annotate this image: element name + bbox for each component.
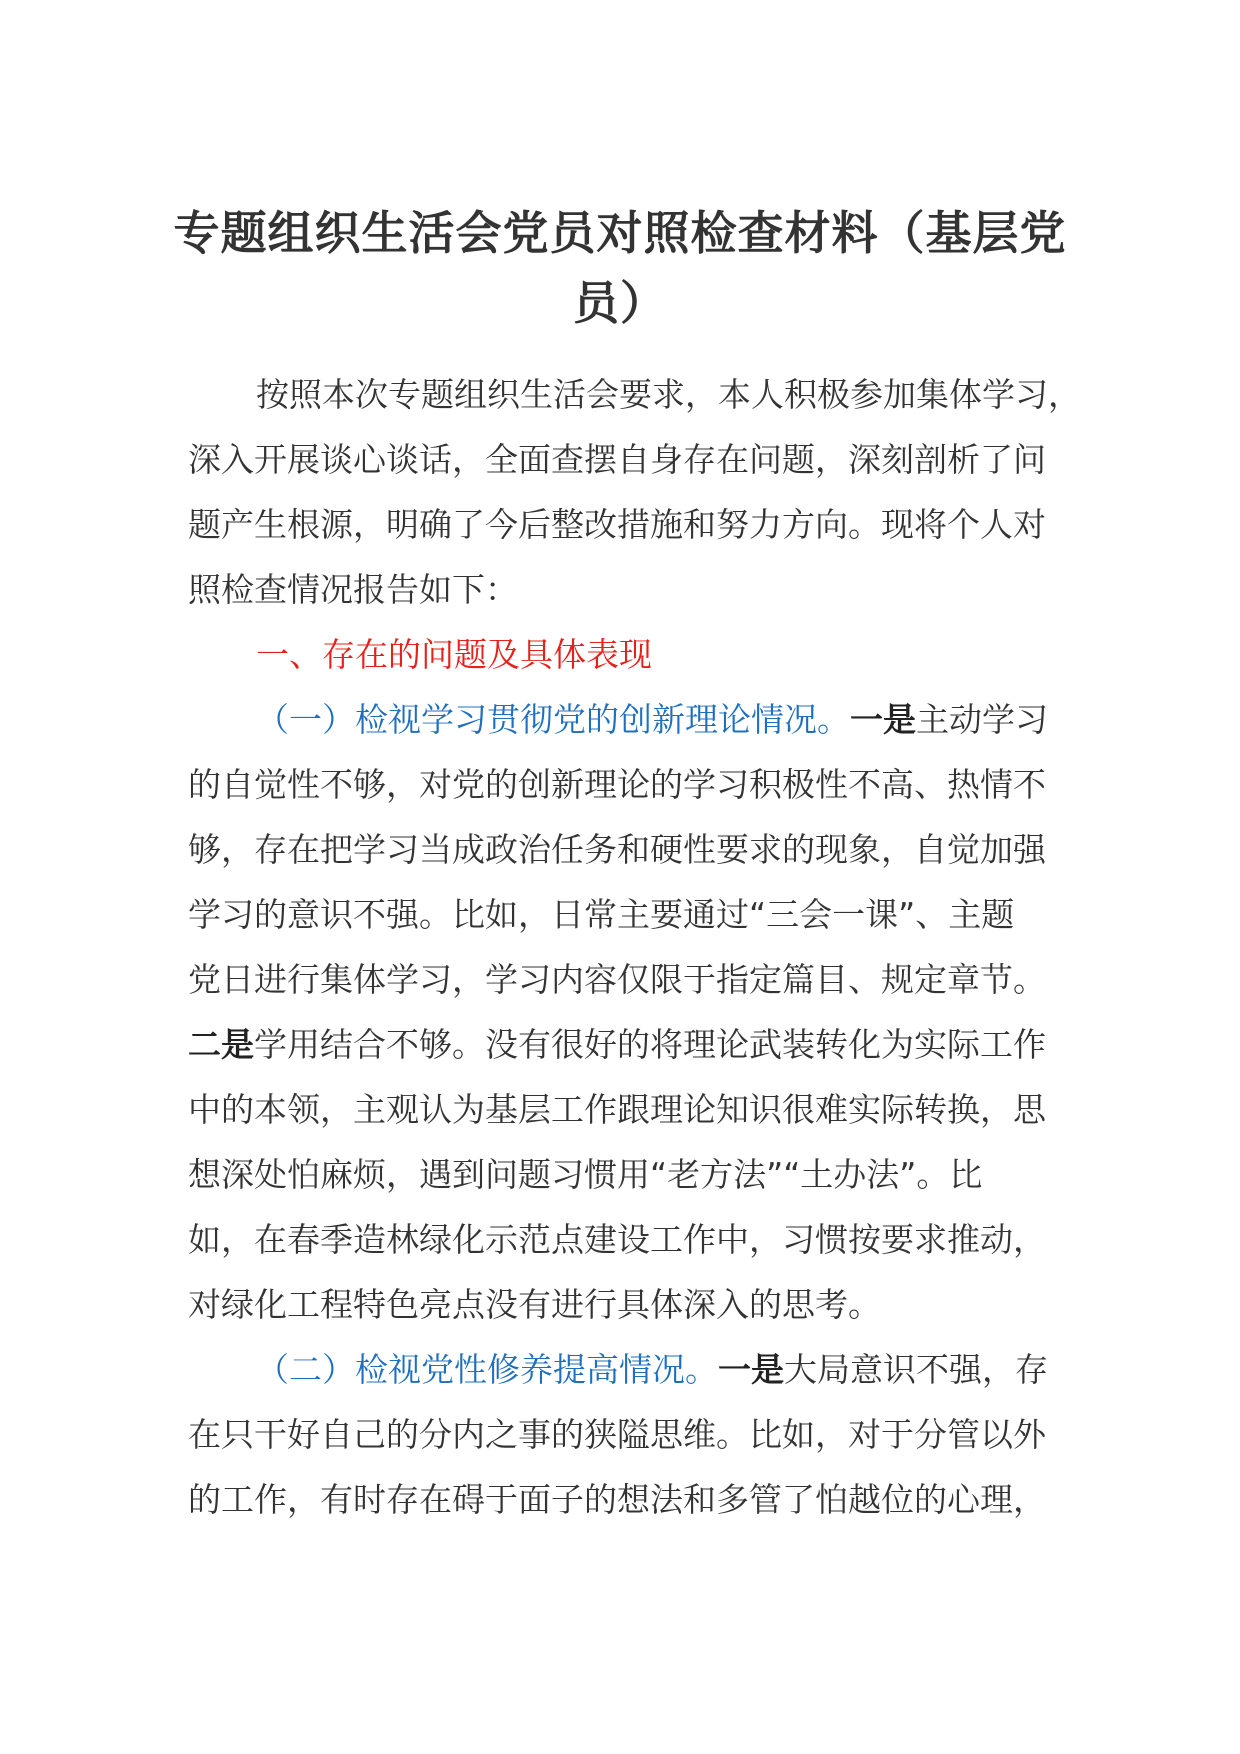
- intro-line: 照检查情况报告如下：: [188, 570, 518, 609]
- subsection-1-first-line: [188, 687, 1053, 752]
- body-line: 的工作，有时存在碍于面子的想法和多管了怕越位的心理，: [188, 1480, 1046, 1519]
- subsection-2-first-line: [188, 1337, 1053, 1402]
- body-line: 党日进行集体学习，学习内容仅限于指定篇目、规定章节。: [188, 960, 1046, 999]
- title-line-1: 专题组织生活会党员对照检查材料（基层党: [173, 206, 1067, 260]
- text-run: 主动学习: [916, 700, 1048, 739]
- subsection-2-heading: （二）检视党性修养提高情况。: [256, 1350, 718, 1389]
- body-line: 想深处怕麻烦，遇到问题习惯用“老方法”“土办法”。比: [188, 1155, 983, 1194]
- body-line: 的自觉性不够，对党的创新理论的学习积极性不高、热情不: [188, 765, 1046, 804]
- subsection-1-heading: （一）检视学习贯彻党的创新理论情况。: [256, 700, 850, 739]
- marker-second: 二是: [188, 1025, 254, 1064]
- body-line: 中的本领，主观认为基层工作跟理论知识很难实际转换，思: [188, 1090, 1046, 1129]
- body-line: 够，存在把学习当成政治任务和硬性要求的现象，自觉加强: [188, 830, 1046, 869]
- intro-line: 按照本次专题组织生活会要求，本人积极参加集体学习，: [256, 375, 1081, 414]
- body-line: 对绿化工程特色亮点没有进行具体深入的思考。: [188, 1285, 881, 1324]
- body-line: 在只干好自己的分内之事的狭隘思维。比如，对于分管以外: [188, 1415, 1046, 1454]
- body-line: 如，在春季造林绿化示范点建设工作中，习惯按要求推动，: [188, 1220, 1046, 1259]
- marker-first: 一是: [718, 1350, 784, 1389]
- body-line: 学习的意识不强。比如，日常主要通过“三会一课”、主题: [188, 895, 1015, 934]
- section-heading: 一、存在的问题及具体表现: [256, 635, 652, 674]
- document-title: [160, 198, 1080, 338]
- text-run: 大局意识不强，存: [784, 1350, 1048, 1389]
- intro-line: 题产生根源，明确了今后整改措施和努力方向。现将个人对: [188, 505, 1046, 544]
- text-run: 学用结合不够。没有很好的将理论武装转化为实际工作: [254, 1025, 1046, 1064]
- body-line: [188, 1012, 1053, 1077]
- marker-first: 一是: [850, 700, 916, 739]
- document-body: [188, 362, 1081, 1532]
- title-line-2: 员）: [573, 276, 667, 330]
- intro-line: 深入开展谈心谈话，全面查摆自身存在问题，深刻剖析了问: [188, 440, 1046, 479]
